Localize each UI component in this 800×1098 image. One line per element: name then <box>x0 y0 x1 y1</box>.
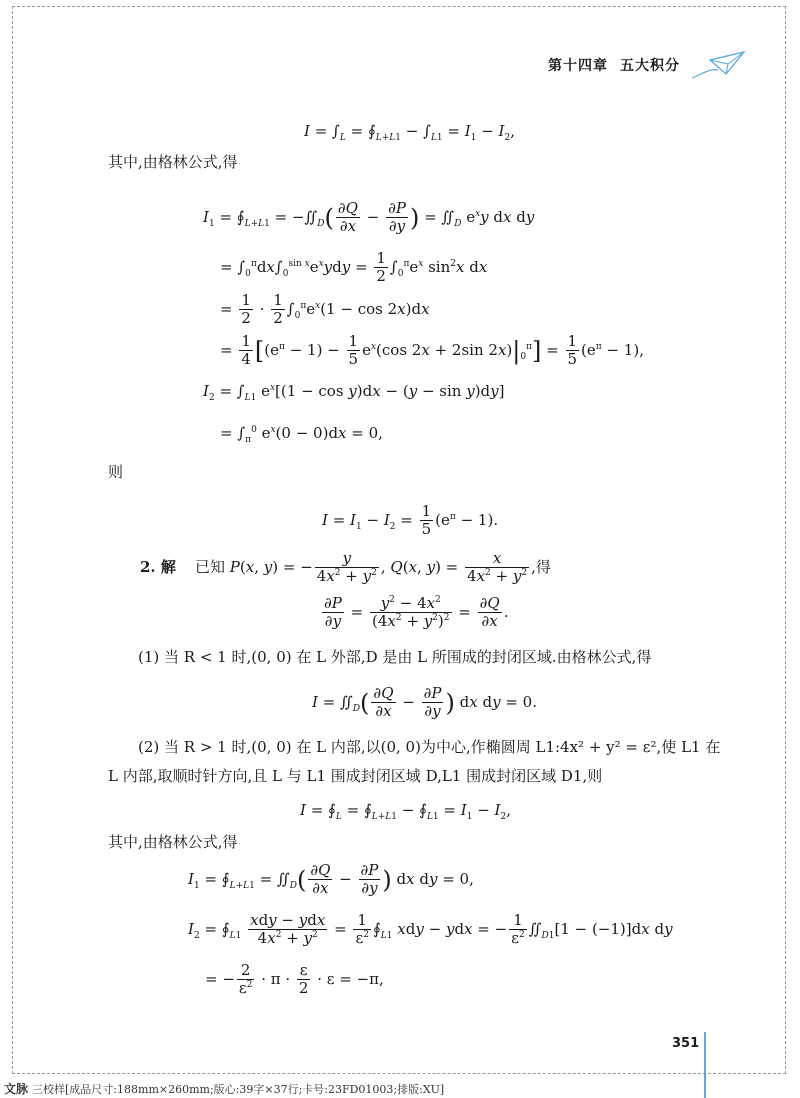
running-header <box>548 55 680 75</box>
text-line-1: 其中,由格林公式,得 <box>108 153 238 171</box>
text-line-16: L 内部,取顺时针方向,且 L 与 L1 围成封闭区域 D,L1 围成封闭区域 D1,则 <box>108 767 603 785</box>
equation-line-4: = $\frac{1}{2}$ · $\frac{1}{2}$ $\int_0^\pi e^x(1 - \cos 2x)dx$ <box>220 291 430 328</box>
margin-bar <box>704 1032 706 1098</box>
equation-line-9: $I = I_1 - I_2$ = $\frac{1}{5}$ $(e^\pi - 1)$. <box>322 502 499 539</box>
print-footer <box>4 1080 444 1097</box>
equation-line-3: = $\int_0^\pi dx\int_0^{sin x}e^xydy$ = $\frac{1}{2}$ $\int_0^\pi e^x$ $\sin^2x$ dx <box>220 249 488 286</box>
equation-line-12: $\frac{\partial P}{\partial y}$ = $\frac{y^2 - 4x^2}{(4x^2 + y^2)^2}$ = $\frac{\partial Q}{\partial x}$ . <box>324 594 509 631</box>
equation-line-21: = − $\frac{2}{\varepsilon^2}$ · π · $\frac{\varepsilon}{2}$ · ε = −π, <box>205 961 384 998</box>
equation-line-20: $I_2$ = $∮_{L1}$ $\frac{\text{xdy − ydx}}{4x^2 + y^2}$ = $\frac{1}{\varepsilon^2}$ $∮_{L1}$ xdy − ydx = − $\frac{1}{\varepsilon^2}$ $∬_{D1}[1 - (-1)]dx$ dy <box>188 911 673 948</box>
equation-line-5: = $\frac{1}{4}$ [$(e^\pi - 1)$ − $\frac{1}{5}$ $e^x(\cos$ 2x + 2sin $2x)|_0^\pi$] = $\frac{1}{5}$ $(e^\pi - 1)$, <box>220 332 644 369</box>
equation-line-0: $I = \int_L$ = $∮_{L+L1} - \int_{L1} = I_1 - I_2$, <box>304 122 515 143</box>
chapter-title: 五大积分 <box>620 58 680 74</box>
text-line-13: (1) 当 R < 1 时,(0, 0) 在 L 外部,D 是由 L 所围成的封闭区域.由格林公式,得 <box>138 648 652 666</box>
equation-line-19: $I_1$ = $∮_{L+L1}$ = $∬_D$( $\frac{\partial Q}{\partial x}$ − $\frac{\partial P}{\partial y}$ ) dx dy = 0, <box>188 861 474 898</box>
text-line-18: 其中,由格林公式,得 <box>108 833 238 851</box>
text-line-8: 则 <box>108 463 124 481</box>
page-number: 351 <box>672 1036 700 1051</box>
footer-info: 三校样[成品尺寸:188mm×260mm;版心:39字×37行;卡号:23FD01003;排版:XU] <box>32 1083 445 1096</box>
equation-line-2: $I_1$ = $∮_{L+L1}$ = $-∬_D$( $\frac{\partial Q}{\partial x}$ − $\frac{\partial P}{\partial y}$ ) = $∬_D$ $e^xy$ dx dy <box>203 199 535 236</box>
text-line-15: (2) 当 R > 1 时,(0, 0) 在 L 内部,以(0, 0)为中心,作椭圆周 L1:4x² + y² = ε²,使 L1 在 <box>138 738 721 756</box>
equation-line-17: $I = ∮_L$ = $∮_{L+L1}$ − $∮_{L1} = I_1 - I_2$, <box>300 801 511 822</box>
paper-plane-icon <box>688 48 748 88</box>
solution-label: 2. 解 <box>140 558 176 576</box>
equation-line-6: $I_2 = \int_{L1}$ $e^x[(1 - \cos y)dx - (y - \sin y)dy]$ <box>203 382 505 403</box>
equation-line-7: = $\int_\pi^0$ $e^x(0 - 0)dx = 0$, <box>220 424 383 445</box>
chapter-number: 第十四章 <box>548 58 608 74</box>
equation-line-11: 已知 P(x, y) = − $\frac{y}{4x^2 + y^2}$ , Q(x, y) = $\frac{x}{4x^2 + y^2}$ ,得 <box>195 549 551 586</box>
equation-line-14: $I = ∬_D$( $\frac{\partial Q}{\partial x}$ − $\frac{\partial P}{\partial y}$ ) dx dy = 0. <box>312 684 537 721</box>
footer-brand: 文脉 <box>4 1082 29 1096</box>
